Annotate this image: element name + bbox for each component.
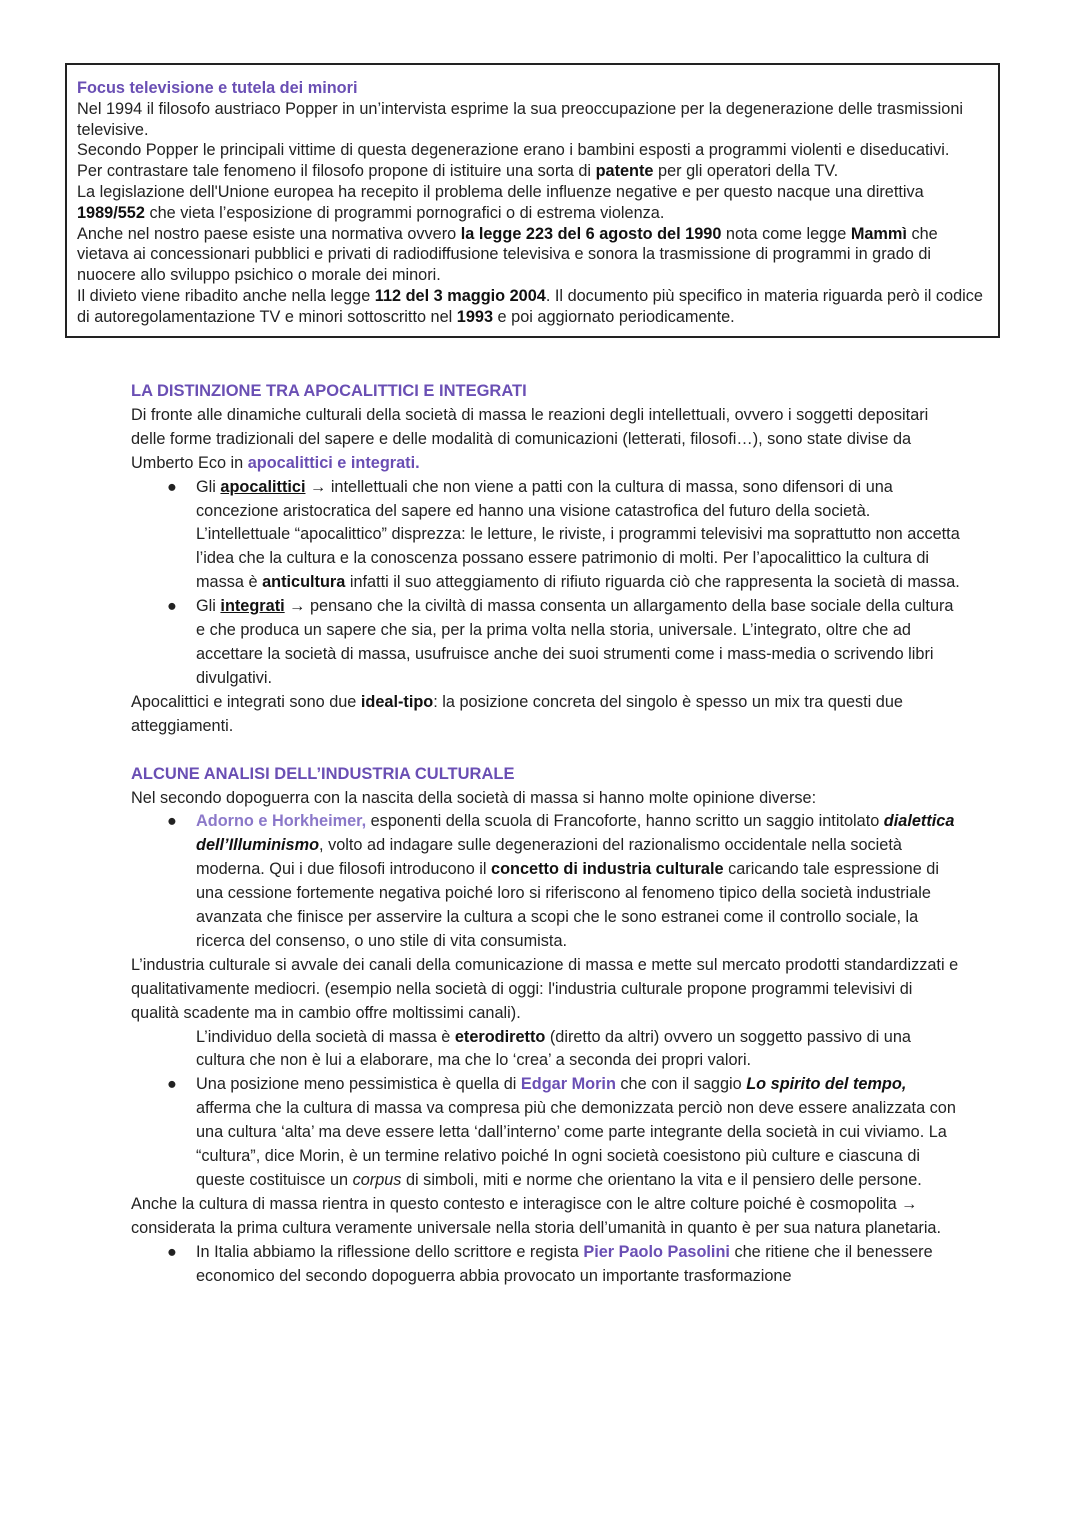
main-content: [131, 380, 961, 1289]
bullet-icon: ●: [167, 1075, 177, 1094]
bullet-icon: ●: [167, 812, 177, 831]
focus-paragraph: La legislazione dell'Unione europea ha recepito il problema delle influenze negative e per questo nacque una direttiva 1989/552 che vieta l’esposizione di programmi pornografici o di estrema violenza.: [77, 182, 924, 222]
focus-paragraph: Secondo Popper le principali vittime di questa degenerazione erano i bambini esposti a programmi violenti e diseducativi.: [77, 141, 950, 160]
list-item: ● Adorno e Horkheimer, esponenti della scuola di Francoforte, hanno scritto un saggio intitolato dialettica dell’Illuminismo, volto ad indagare sulle degenerazioni del razionalismo occidentale nella società moderna. Qui i due filosofi introducono il concetto di industria culturale caricando tale espressione di una cessione fortemente negativa poiché loro si riferiscono al fenomeno tipico della società industriale avanzata che finisce per asservire la cultura a scopi che le sono estranei come il controllo sociale, la ricerca del consenso, o uno stile di vita consumista.: [167, 812, 955, 950]
paragraph: L’industria culturale si avvale dei canali della comunicazione di massa e mette sul mercato prodotti standardizzati e qualitativamente mediocri. (esempio nella società di oggi: l'industria culturale propone programmi televisivi di qualità scadente ma in cambio offre moltissimi canali).: [131, 955, 959, 1022]
section-heading: LA DISTINZIONE TRA APOCALITTICI E INTEGRATI: [131, 382, 527, 400]
list-item: ● In Italia abbiamo la riflessione dello scrittore e regista Pier Paolo Pasolini che ritiene che il benessere economico del secondo dopoguerra abbia provocato un importante trasformazione: [167, 1242, 933, 1285]
focus-paragraph: Nel 1994 il filosofo austriaco Popper in un’intervista esprime la sua preoccupazione per la degenerazione delle trasmissioni televisive.: [77, 99, 964, 139]
paragraph: Anche la cultura di massa rientra in questo contesto e interagisce con le altre colture poiché è cosmopolita → considerata la prima cultura veramente universale nella storia dell’umanità in quanto è per sua natura planetaria.: [131, 1194, 942, 1237]
paragraph: L’individuo della società di massa è eterodiretto (diretto da altri) ovvero un soggetto passivo di una cultura che non è lui a elaborare, ma che lo ‘crea’ a seconda dei propri valori.: [196, 1027, 911, 1070]
focus-paragraph: Il divieto viene ribadito anche nella legge 112 del 3 maggio 2004. Il documento più specifico in materia riguarda però il codice di autoregolamentazione TV e minori sottoscritto nel 1993 e poi aggiornato periodicamente.: [77, 286, 983, 326]
focus-paragraph: Anche nel nostro paese esiste una normativa ovvero la legge 223 del 6 agosto del 1990 nota come legge Mammì che vietava ai concessionari pubblici e privati di radiodiffusione televisiva e sonora la trasmissione di programmi in grado di nuocere allo sviluppo psichico o morale dei minori.: [77, 224, 938, 285]
bullet-icon: ●: [167, 597, 177, 616]
list-item: ● Gli integrati → pensano che la civiltà di massa consenta un allargamento della base sociale della cultura e che produca un sapere che sia, per la prima volta nella storia, universale. L’integrato, oltre che ad accettare la società di massa, usufruisce anche dei suoi strumenti come i mass-media o scrivendo libri divulgativi.: [167, 597, 954, 687]
paragraph: Di fronte alle dinamiche culturali della società di massa le reazioni degli intellettuali, ovvero i soggetti depositari delle forme tradizionali del sapere e delle modalità di comunicazioni (letterati, filosofi…), sono state divise da Umberto Eco in apocalittici e integrati.: [131, 405, 929, 472]
section-heading: ALCUNE ANALISI DELL’INDUSTRIA CULTURALE: [131, 764, 515, 783]
paragraph: Apocalittici e integrati sono due ideal-tipo: la posizione concreta del singolo è spesso un mix tra questi due atteggiamenti.: [131, 692, 903, 735]
bullet-icon: ●: [167, 1242, 177, 1261]
paragraph: Nel secondo dopoguerra con la nascita della società di massa si hanno molte opinione diverse:: [131, 788, 817, 807]
focus-box: [65, 63, 1000, 338]
list-item: ● Una posizione meno pessimistica è quella di Edgar Morin che con il saggio Lo spirito del tempo, afferma che la cultura di massa va compresa più che demonizzata perciò non deve essere analizzata con una cultura ‘alta’ ma deve essere letta ‘dall’interno’ come parte integrante della società in cui viviamo. La “cultura”, dice Morin, è un termine relativo poiché In ogni società coesistono più culture e ciascuna di queste costituisce un corpus di simboli, miti e norme che orientano la vita e il pensiero delle persone.: [167, 1075, 956, 1189]
list-item: ● Gli apocalittici → intellettuali che non viene a patti con la cultura di massa, sono difensori di una concezione aristocratica del sapere ed hanno una visione catastrofica del futuro della società. L’intellettuale “apocalittico” disprezza: le letture, le riviste, i programmi televisivi ma soprattutto non accetta l’idea che la cultura e la conoscenza possano essere patrimonio di molti. Per l’apocalittico la cultura di massa è anticultura infatti il suo atteggiamento di rifiuto riguarda ciò che rappresenta la società di massa.: [167, 477, 960, 592]
focus-title: Focus televisione e tutela dei minori: [77, 79, 358, 97]
focus-paragraph: Per contrastare tale fenomeno il filosofo propone di istituire una sorta di patente per gli operatori della TV.: [77, 162, 839, 181]
bullet-icon: ●: [167, 477, 177, 496]
